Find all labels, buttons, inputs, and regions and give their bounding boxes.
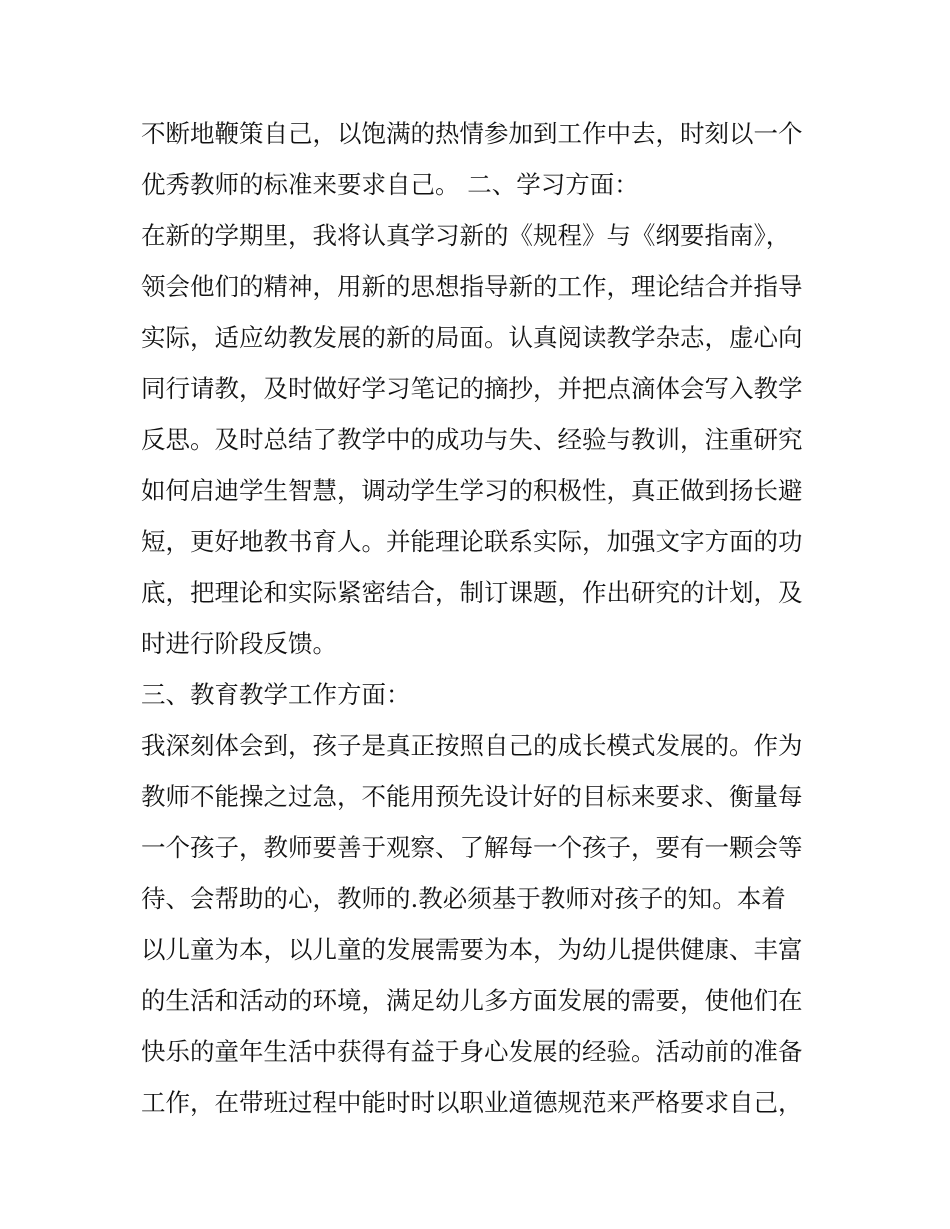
text-line: 工作，在带班过程中能时时以职业道德规范来严格要求自己， [141, 1088, 803, 1117]
text-line: 待、会帮助的心，教师的.教必须基于教师对孩子的知。本着 [141, 884, 786, 913]
text-line: 优秀教师的标准来要求自己。 二、学习方面： [141, 170, 639, 199]
text-line: 反思。及时总结了教学中的成功与失、经验与教训，注重研究 [141, 425, 803, 454]
text-line: 短，更好地教书育人。并能理论联系实际，加强文字方面的功 [141, 527, 803, 556]
section-heading: 三、教育教学工作方面： [141, 680, 411, 709]
text-line: 教师不能操之过急，不能用预先设计好的目标来要求、衡量每 [141, 782, 803, 811]
text-line: 一个孩子，教师要善于观察、了解每一个孩子，要有一颗会等 [141, 833, 803, 862]
text-line: 同行请教，及时做好学习笔记的摘抄，并把点滴体会写入教学 [141, 374, 803, 403]
text-line: 领会他们的精神，用新的思想指导新的工作，理论结合并指导 [141, 272, 803, 301]
text-line: 如何启迪学生智慧，调动学生学习的积极性，真正做到扬长避 [141, 476, 803, 505]
document-body [141, 108, 821, 1128]
text-line: 时进行阶段反馈。 [141, 629, 337, 658]
text-line: 底，把理论和实际紧密结合，制订课题，作出研究的计划，及 [141, 578, 803, 607]
text-line: 的生活和活动的环境，满足幼儿多方面发展的需要，使他们在 [141, 986, 803, 1015]
text-line: 快乐的童年生活中获得有益于身心发展的经验。活动前的准备 [141, 1037, 803, 1066]
text-line: 以儿童为本，以儿童的发展需要为本，为幼儿提供健康、丰富 [141, 935, 803, 964]
text-line: 不断地鞭策自己，以饱满的热情参加到工作中去，时刻以一个 [141, 119, 803, 148]
text-line: 在新的学期里，我将认真学习新的《规程》与《纲要指南》， [141, 221, 791, 250]
text-line: 实际，适应幼教发展的新的局面。认真阅读教学杂志，虚心向 [141, 323, 803, 352]
text-line: 我深刻体会到，孩子是真正按照自己的成长模式发展的。作为 [141, 731, 803, 760]
